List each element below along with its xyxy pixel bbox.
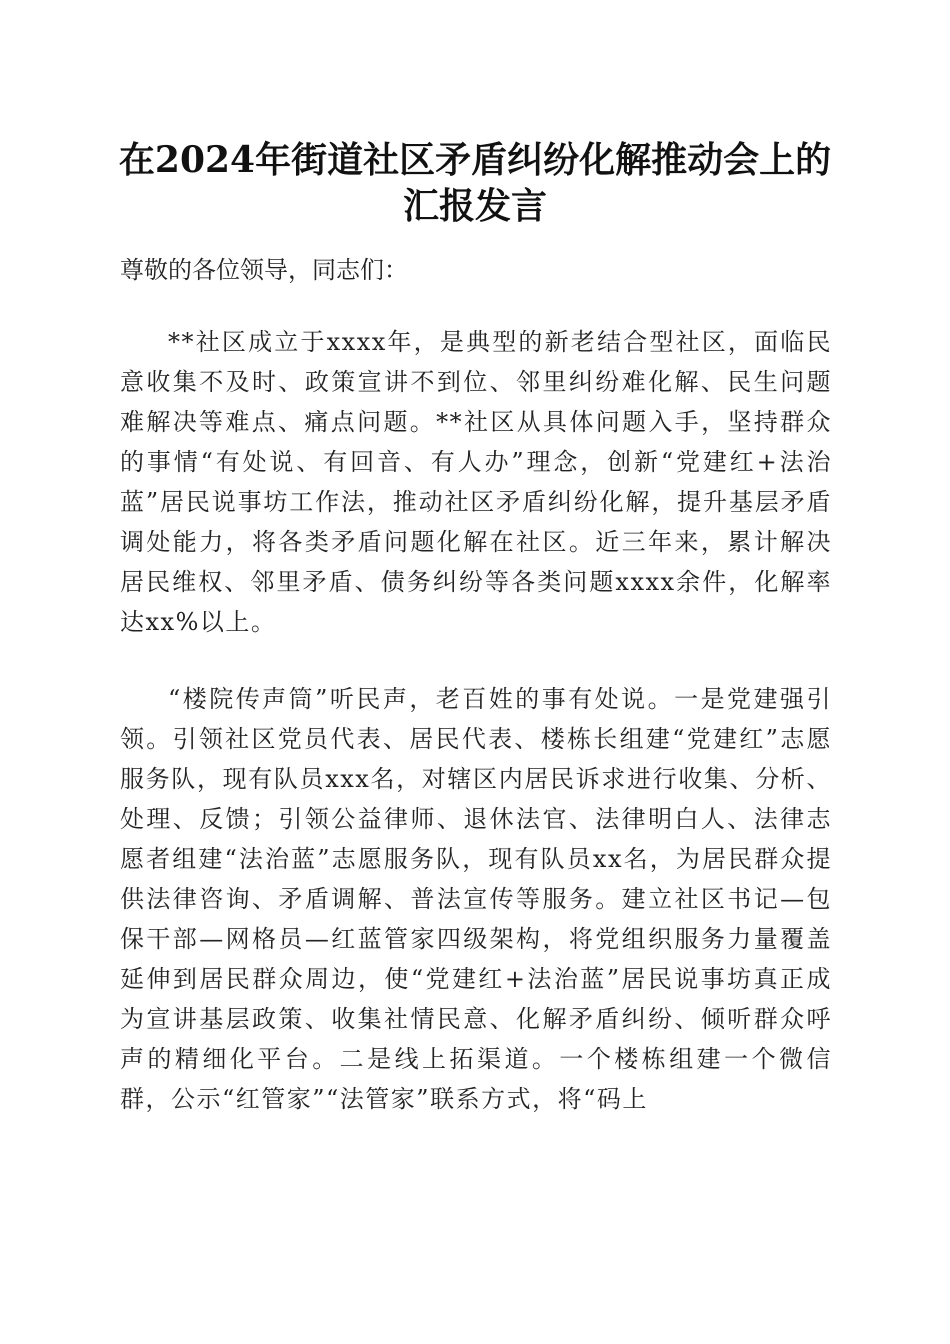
salutation: 尊敬的各位领导，同志们：	[120, 256, 408, 284]
body-paragraph: **社区成立于xxxx年，是典型的新老结合型社区，面临民意收集不及时、政策宣讲不到位、邻里纠纷难化解、民生问题难解决等难点、痛点问题。**社区从具体问题入手，坚持群众的事情“有处说、有回音、有人办”理念，创新“党建红+法治蓝”居民说事坊工作法，推动社区矛盾纠纷化解，提升基层矛盾调处能力，将各类矛盾问题化解在社区。近三年来，累计解决居民维权、邻里矛盾、债务纠纷等各类问题xxxx余件，化解率达xx%以上。	[120, 328, 832, 636]
document-title-line-2: 汇报发言	[402, 185, 547, 227]
body-paragraph: “楼院传声筒”听民声，老百姓的事有处说。一是党建强引领。引领社区党员代表、居民代表、楼栋长组建“党建红”志愿服务队，现有队员xxx名，对辖区内居民诉求进行收集、分析、处理、反馈；引领公益律师、退休法官、法律明白人、法律志愿者组建“法治蓝”志愿服务队，现有队员xx名，为居民群众提供法律咨询、矛盾调解、普法宣传等服务。建立社区书记—包保干部—网格员—红蓝管家四级架构，将党组织服务力量覆盖延伸到居民群众周边，使“党建红+法治蓝”居民说事坊真正成为宣讲基层政策、收集社情民意、化解矛盾纠纷、倾听群众呼声的精细化平台。二是线上拓渠道。一个楼栋组建一个微信群，公示“红管家”“法管家”联系方式，将“码上	[120, 685, 832, 1113]
document-title-line-1: 在2024年街道社区矛盾纠纷化解推动会上的	[118, 139, 832, 181]
